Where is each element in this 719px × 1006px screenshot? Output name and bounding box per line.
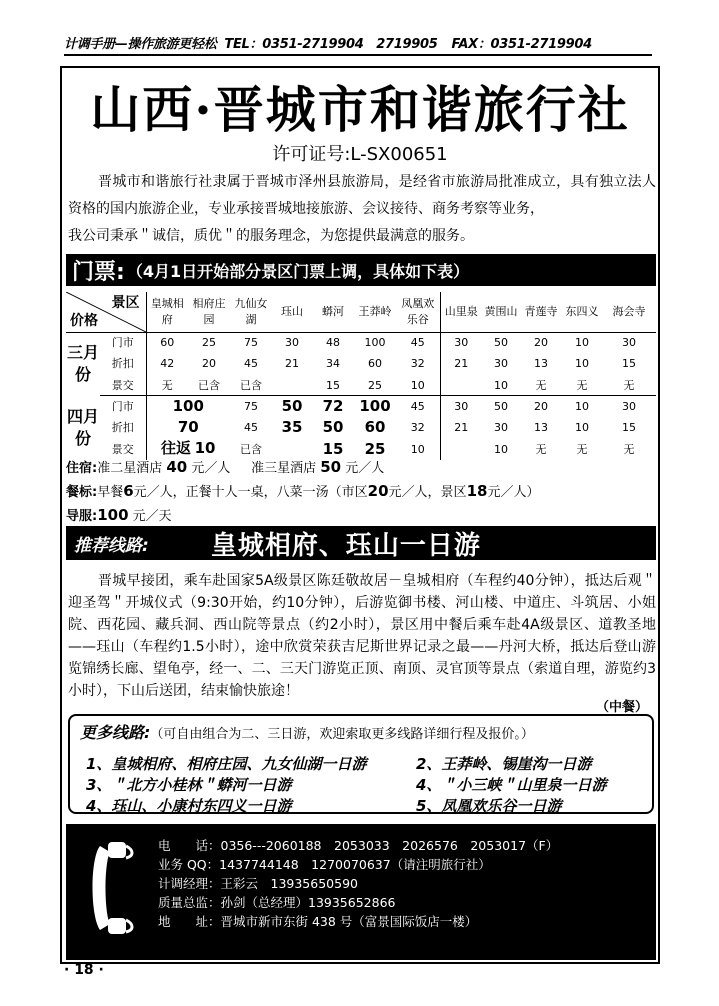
ticket-price-table	[66, 292, 656, 460]
round-trip-label: 往返	[161, 439, 192, 458]
table-cell: 无	[576, 442, 588, 456]
table-cell: 45	[410, 400, 425, 414]
table-row	[66, 396, 656, 417]
table-cell: 25	[354, 375, 396, 396]
table-cell: 15	[622, 357, 636, 371]
table-cell: 50	[494, 336, 508, 350]
contact-lines	[158, 836, 558, 931]
list-item: 3、＂北方小桂林＂蟒河一日游	[86, 776, 292, 794]
table-cell: 无	[520, 375, 562, 396]
meal-label: 餐标:	[66, 485, 98, 500]
table-cell: 10	[396, 375, 440, 396]
table-cell: 45	[410, 336, 425, 350]
spot-header: 青莲寺	[520, 292, 562, 332]
agency-title: 山西·晋城市和谐旅行社	[90, 80, 630, 139]
table-cell: 60	[368, 357, 382, 371]
ticket-heading-bar	[66, 254, 656, 286]
table-cell: 15	[322, 439, 344, 458]
table-cell: 45	[244, 357, 258, 371]
table-cell: 20	[534, 400, 548, 414]
page-number: · 18 ·	[64, 962, 104, 978]
meal-text: 元／人，正餐十人一桌，八菜一汤（市区	[133, 485, 368, 500]
guide-label: 导服:	[66, 509, 98, 524]
table-cell: 15	[312, 375, 354, 396]
table-cell	[272, 375, 312, 396]
row-label: 景交	[100, 375, 146, 396]
table-cell: 无	[602, 375, 656, 396]
table-cell: 30	[622, 400, 636, 414]
spot-header: 黄围山	[482, 292, 520, 332]
table-cell: 60	[364, 418, 386, 437]
table-cell: 25	[364, 439, 386, 458]
list-item: 4、珏山、小康村东四义一日游	[86, 797, 292, 815]
more-routes-header	[80, 720, 534, 743]
ticket-heading: 门票:	[72, 259, 125, 285]
table-cell: 已含	[188, 375, 230, 396]
intro-paragraph-2: 我公司秉承＂诚信，质优＂的服务理念，为您提供最满意的服务。	[68, 228, 474, 244]
table-cell: 25	[202, 336, 216, 350]
table-cell: 100	[359, 397, 391, 416]
table-cell: 48	[326, 336, 340, 350]
table-cell: 75	[244, 400, 258, 414]
accommodation-text: 准三星酒店	[251, 461, 317, 476]
contact-qq-text: 业务 QQ：1437744148 1270070637（请注明旅行社）	[158, 857, 491, 872]
more-routes-list	[86, 754, 646, 817]
table-cell: 72	[322, 397, 344, 416]
spot-header: 凤凰欢乐谷	[396, 292, 440, 332]
corner-label-spot: 景区	[111, 295, 140, 311]
table-cell	[440, 375, 482, 396]
spot-header: 皇城相府	[146, 292, 188, 332]
table-cell: 30	[622, 336, 636, 350]
table-corner-cell	[66, 292, 146, 332]
accommodation-text: 准二星酒店	[97, 461, 163, 476]
license-number: 许可证号:L-SX00651	[272, 144, 448, 165]
table-cell: 10	[575, 336, 589, 350]
spot-header: 蟒河	[312, 292, 354, 332]
table-cell: 10	[410, 442, 425, 456]
corner-label-price: 价格	[70, 312, 98, 329]
table-cell: 30	[440, 396, 482, 417]
table-cell: 10	[575, 357, 589, 371]
accommodation-unit: 元／人	[345, 461, 385, 476]
table-cell: 13	[534, 421, 548, 435]
table-header-row	[66, 292, 656, 332]
table-cell: 13	[534, 357, 548, 371]
table-cell: 20	[534, 336, 548, 350]
meal-price: 20	[367, 482, 389, 500]
header-bar	[64, 34, 652, 56]
table-cell: 21	[285, 357, 299, 371]
row-label: 折扣	[100, 353, 146, 374]
table-row	[66, 375, 656, 396]
route-title: 皇城相府、珏山一日游	[210, 530, 481, 560]
accommodation-line	[66, 455, 656, 481]
table-cell: 30	[494, 357, 508, 371]
meal-text: 元／人，景区	[388, 485, 467, 500]
list-item: 4、＂小三峡＂山里泉一日游	[416, 776, 607, 794]
table-cell: 100	[364, 336, 386, 350]
table-cell: 75	[244, 336, 258, 350]
table-cell: 10	[575, 421, 589, 435]
header-telephone: TEL：0351-2719904 2719905	[224, 37, 438, 52]
route-meal-note: （中餐）	[595, 700, 648, 715]
table-cell: 50	[281, 397, 303, 416]
table-cell: 10	[494, 442, 508, 456]
table-cell: 60	[160, 336, 175, 350]
contact-address-text: 地 址：晋城市新市东街 438 号（富景国际饭店一楼）	[158, 914, 478, 929]
table-cell: 20	[202, 357, 216, 371]
contact-planner	[158, 874, 558, 893]
contact-panel	[66, 824, 656, 960]
row-label: 门市	[100, 396, 146, 417]
more-routes-row	[86, 796, 646, 817]
contact-quality-text: 质量总监：孙剑（总经理）13935652866	[158, 895, 396, 910]
table-row	[66, 332, 656, 353]
meal-text: 早餐	[97, 485, 124, 500]
agency-intro	[68, 169, 656, 250]
spot-header: 珏山	[272, 292, 312, 332]
contact-planner-text: 计调经理：王彩云 13935650590	[158, 876, 358, 891]
route-heading: 推荐线路:	[74, 535, 149, 556]
meal-text: 元／人）	[487, 485, 540, 500]
more-routes-box	[68, 714, 654, 814]
header-fax: FAX：0351-2719904	[451, 37, 592, 52]
accommodation-price: 40	[166, 458, 188, 476]
table-cell: 21	[440, 353, 482, 374]
list-item: 2、王莽岭、锡崖沟一日游	[416, 755, 592, 773]
table-cell: 10	[482, 375, 520, 396]
table-cell: 已含	[240, 442, 262, 456]
table-cell: 30	[285, 336, 299, 350]
table-cell: 34	[326, 357, 340, 371]
route-description: 晋城早接团，乘车赴国家5A级景区陈廷敬故居－皇城相府（车程约40分钟），抵达后观＂迎圣驾＂开城仪式（9:30开始，约10分钟），后游览御书楼、河山楼、中道庄、斗筑居、小姐院、西花园、藏兵洞、西山院等景点（约2小时），景区用中餐后乘车赴4A级景区、道教圣地——珏山（车程约1.5小时），途中欣赏荣获吉尼斯世界记录之最——丹河大桥，抵达后登山游览锦绣长廊、望龟亭，经一、二、三天门游览正顶、南顶、灵官顶等景点（索道自理，游览约3小时），下山后送团，结束愉快旅途！	[68, 573, 656, 699]
table-cell: 30	[494, 421, 508, 435]
header-motto: 计调手册—操作旅游更轻松	[64, 37, 217, 52]
meal-line	[66, 479, 656, 505]
guide-unit: 元／天	[132, 509, 172, 524]
accommodation-label: 住宿:	[66, 461, 98, 476]
contact-qq	[158, 855, 558, 874]
table-cell: 21	[440, 417, 482, 438]
intro-paragraph-1: 晋城市和谐旅行社隶属于晋城市泽州县旅游局，是经省市旅游局批准成立，具有独立法人资格的国内旅游企业，专业承接晋城地接旅游、会议接待、商务考察等业务，	[68, 174, 656, 217]
list-item: 5、凤凰欢乐谷一日游	[416, 797, 562, 815]
table-cell: 32	[410, 421, 425, 435]
meal-price: 18	[466, 482, 488, 500]
table-cell: 50	[322, 418, 344, 437]
spot-header: 九仙女湖	[230, 292, 272, 332]
accommodation-price: 50	[320, 458, 342, 476]
table-cell: 32	[410, 357, 425, 371]
month-label-march: 三月份	[66, 343, 99, 385]
table-cell: 15	[622, 421, 636, 435]
contact-address	[158, 912, 558, 931]
combo-cell: 70	[177, 418, 199, 437]
table-cell: 无	[562, 375, 602, 396]
table-cell: 45	[244, 421, 258, 435]
route-heading-bar	[66, 526, 656, 560]
table-cell: 35	[281, 418, 303, 437]
table-cell: 无	[535, 442, 547, 456]
table-cell: 42	[160, 357, 175, 371]
table-cell: 无	[146, 375, 188, 396]
row-label: 景交	[100, 439, 146, 460]
advertisement-frame	[60, 66, 660, 964]
combo-cell: 100	[172, 397, 204, 416]
spot-header: 山里泉	[440, 292, 482, 332]
list-item: 1、皇城相府、相府庄园、九女仙湖一日游	[86, 755, 367, 773]
more-routes-note: （可自由组合为二、三日游，欢迎索取更多线路详细行程及报价。）	[150, 727, 534, 742]
contact-phone	[158, 836, 558, 855]
contact-quality	[158, 893, 558, 912]
table-cell: 30	[440, 332, 482, 353]
table-row	[66, 353, 656, 374]
round-trip-price: 10	[194, 439, 216, 458]
spot-header: 王莽岭	[354, 292, 396, 332]
telephone-icon	[86, 838, 140, 938]
table-row	[66, 417, 656, 438]
meal-price: 6	[123, 482, 134, 500]
table-cell: 50	[494, 400, 508, 414]
row-label: 门市	[100, 332, 146, 353]
spot-header: 东四义	[562, 292, 602, 332]
row-label: 折扣	[100, 417, 146, 438]
spot-header: 相府庄园	[188, 292, 230, 332]
contact-phone-text: 电 话：0356---2060188 2053033 2026576 2053017（F）	[158, 838, 559, 853]
guide-price: 100	[97, 506, 129, 524]
spot-header: 海会寺	[602, 292, 656, 332]
more-routes-label: 更多线路:	[80, 723, 151, 742]
table-cell: 无	[623, 442, 635, 456]
accommodation-unit: 元／人	[191, 461, 231, 476]
table-cell: 已含	[230, 375, 272, 396]
more-routes-row	[86, 775, 646, 796]
table-cell: 10	[575, 400, 589, 414]
month-label-april: 四月份	[66, 406, 99, 448]
ticket-note: （4月1日开始部分景区门票上调，具体如下表）	[126, 261, 470, 281]
more-routes-row	[86, 754, 646, 775]
